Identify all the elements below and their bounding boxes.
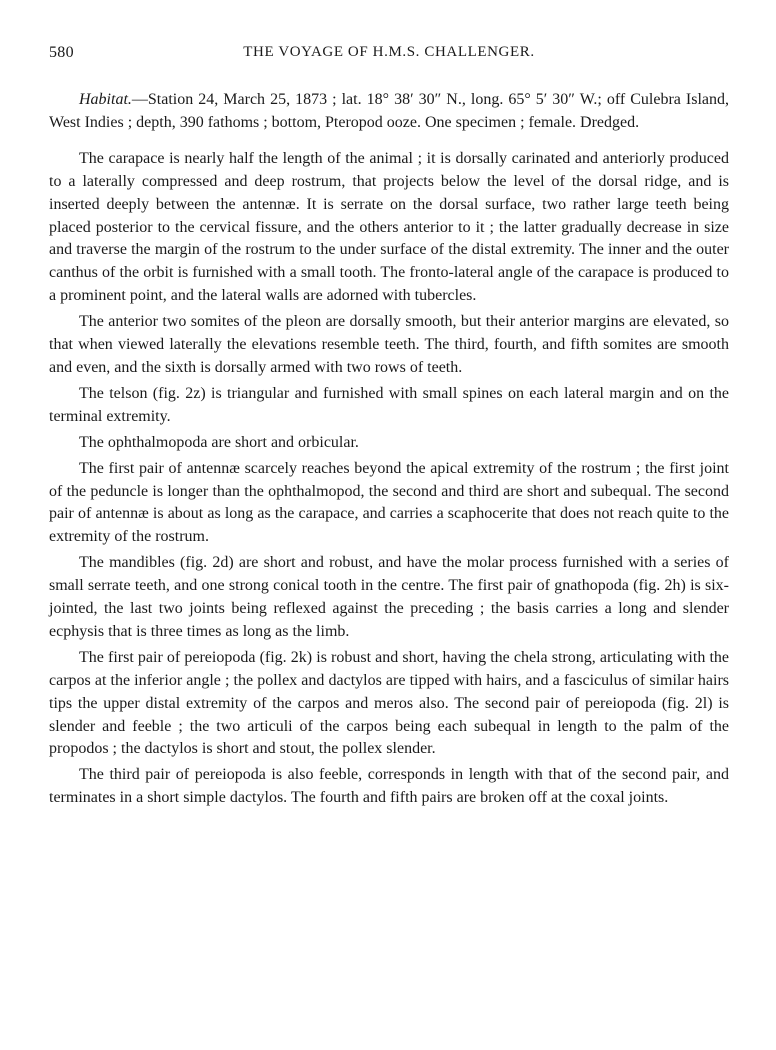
running-title: THE VOYAGE OF H.M.S. CHALLENGER.: [243, 44, 535, 60]
document-page: [49, 44, 729, 810]
paragraph-telson: The telson (fig. 2z) is triangular and furnished with small spines on each lateral margin and on the terminal extremity.: [49, 384, 729, 425]
paragraph-pleon: The anterior two somites of the pleon are dorsally smooth, but their anterior margins are elevated, so that when viewed laterally the elevations resemble teeth. The third, fourth, and fifth somites are smooth and even, and the sixth is dorsally armed with two rows of teeth.: [49, 313, 729, 376]
paragraph-ophthalmopoda: The ophthalmopoda are short and orbicular.: [79, 433, 359, 451]
paragraph-mandibles: The mandibles (fig. 2d) are short and robust, and have the molar process furnished with a series of small serrate teeth, and one strong conical tooth in the centre. The first pair of gnathopoda (fig. 2h) is six-jointed, the last two joints being reflexed against the preceding ; the basis carries a long and slender ecphysis that is three times as long as the limb.: [49, 554, 729, 640]
paragraph-antennae: The first pair of antennæ scarcely reaches beyond the apical extremity of the rostrum ; the first joint of the peduncle is longer than the ophthalmopod, the second and third are short and subequal. The second pair of antennæ is about as long as the carapace, and carries a scaphocerite that does not reach quite to the extremity of the rostrum.: [49, 459, 729, 546]
body-text: [49, 89, 729, 810]
paragraph-pereiopoda-third: The third pair of pereiopoda is also feeble, corresponds in length with that of the second pair, and terminates in a short simple dactylos. The fourth and fifth pairs are broken off at the coxal joints.: [49, 766, 729, 807]
paragraph-pereiopoda-first: The first pair of pereiopoda (fig. 2k) is robust and short, having the chela strong, articulating with the carpos at the inferior angle ; the pollex and dactylos are tipped with hairs, and a fasciculus of similar hairs tips the upper distal extremity of the carpos and meros also. The second pair of pereiopoda (fig. 2l) is slender and feeble ; the two articuli of the carpos being each subequal in length to the palm of the propodos ; the dactylos is short and stout, the pollex slender.: [49, 648, 729, 758]
paragraph-carapace: The carapace is nearly half the length of the animal ; it is dorsally carinated and anteriorly produced to a laterally compressed and deep rostrum, that projects below the level of the dorsal ridge, and is inserted deeply between the antennæ. It is serrate on the dorsal surface, two rather large teeth being placed posterior to the cervical fissure, and the others anterior to it ; the latter gradually decrease in size and traverse the margin of the rostrum to the under surface of the distal extremity. The inner and the outer canthus of the orbit is furnished with a small tooth. The fronto-lateral angle of the carapace is produced to a prominent point, and the lateral walls are adorned with tubercles.: [49, 149, 729, 305]
habitat-text: —Station 24, March 25, 1873 ; lat. 18° 38′ 30″ N., long. 65° 5′ 30″ W.; off Culebra Island, West Indies ; depth, 390 fathoms ; bottom, Pteropod ooze. One specimen ; female. Dredged.: [49, 91, 729, 131]
habitat-paragraph: [49, 89, 729, 135]
habitat-label: Habitat.: [79, 91, 132, 108]
page-header: [49, 44, 729, 68]
page-number: 580: [49, 44, 74, 61]
